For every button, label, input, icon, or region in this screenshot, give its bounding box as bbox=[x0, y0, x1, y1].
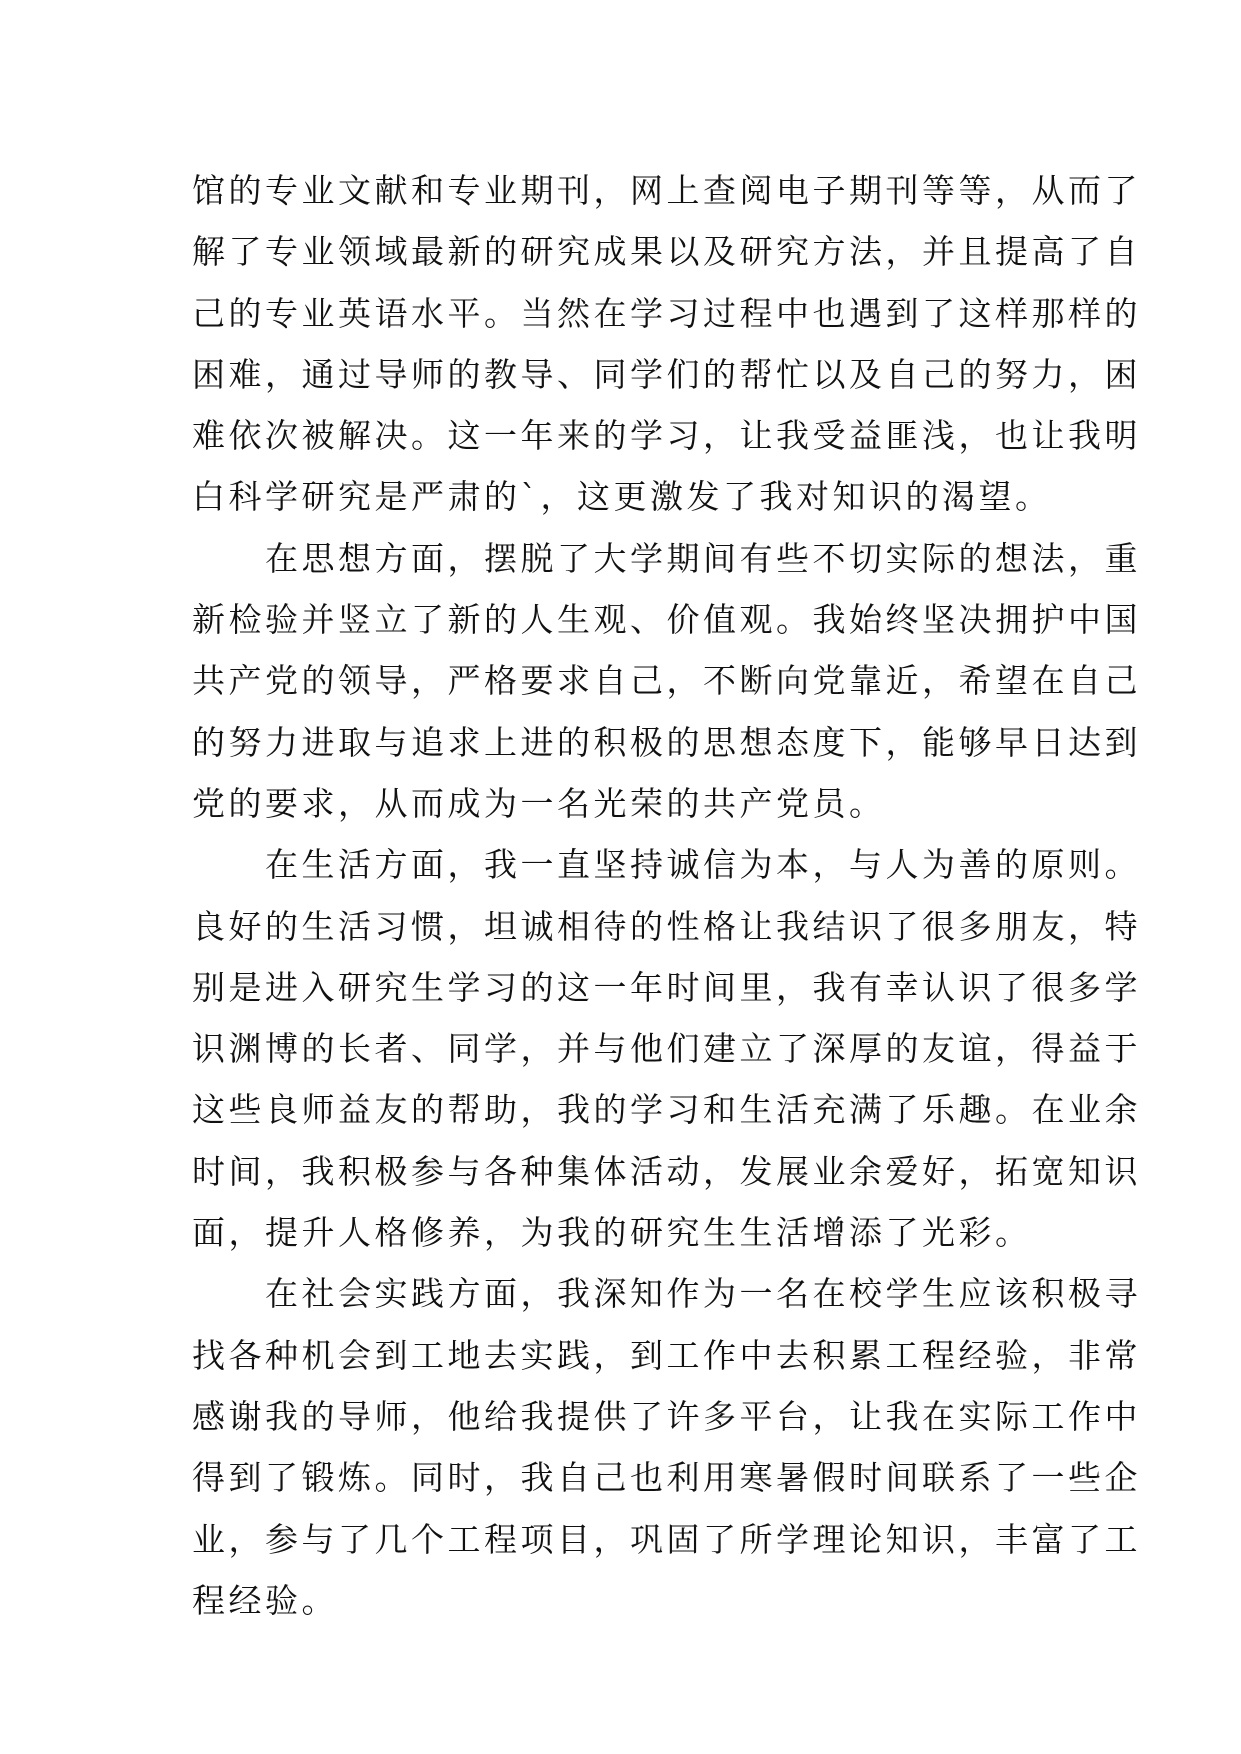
text-line: 新检验并竖立了新的人生观、价值观。我始终坚决拥护中国 bbox=[192, 600, 1141, 640]
text-line: 党的要求，从而成为一名光荣的共产党员。 bbox=[192, 783, 886, 823]
text-line: 馆的专业文献和专业期刊，网上查阅电子期刊等等，从而了 bbox=[192, 171, 1141, 210]
text-line: 找各种机会到工地去实践，到工作中去积累工程经验，非常 bbox=[192, 1335, 1141, 1375]
text-line: 己的专业英语水平。当然在学习过程中也遇到了这样那样的 bbox=[192, 293, 1141, 333]
text-line: 这些良师益友的帮助，我的学习和生活充满了乐趣。在业余 bbox=[192, 1090, 1141, 1130]
text-line: 白科学研究是严肃的`，这更激发了我对知识的渴望。 bbox=[192, 477, 1052, 517]
text-line: 识渊博的长者、同学，并与他们建立了深厚的友谊，得益于 bbox=[192, 1029, 1141, 1069]
text-line: 时间，我积极参与各种集体活动，发展业余爱好，拓宽知识 bbox=[192, 1151, 1141, 1191]
text-line: 别是进入研究生学习的这一年时间里，我有幸认识了很多学 bbox=[192, 967, 1141, 1007]
text-line: 在社会实践方面，我深知作为一名在校学生应该积极寻 bbox=[192, 1274, 1141, 1314]
text-line: 解了专业领域最新的研究成果以及研究方法，并且提高了自 bbox=[192, 232, 1141, 272]
text-line: 得到了锻炼。同时，我自己也利用寒暑假时间联系了一些企 bbox=[192, 1458, 1141, 1498]
text-line: 共产党的领导，严格要求自己，不断向党靠近，希望在自己 bbox=[192, 661, 1141, 701]
text-line: 困难，通过导师的教导、同学们的帮忙以及自己的努力，困 bbox=[192, 354, 1141, 394]
text-line: 业，参与了几个工程项目，巩固了所学理论知识，丰富了工 bbox=[192, 1519, 1141, 1559]
text-line: 在生活方面，我一直坚持诚信为本，与人为善的原则。 bbox=[192, 845, 1141, 885]
text-line: 的努力进取与追求上进的积极的思想态度下，能够早日达到 bbox=[192, 722, 1141, 762]
text-line: 难依次被解决。这一年来的学习，让我受益匪浅，也让我明 bbox=[192, 416, 1141, 456]
text-line: 程经验。 bbox=[192, 1580, 338, 1620]
text-line: 良好的生活习惯，坦诚相待的性格让我结识了很多朋友，特 bbox=[192, 906, 1141, 946]
text-line: 感谢我的导师，他给我提供了许多平台，让我在实际工作中 bbox=[192, 1396, 1141, 1436]
text-line: 面，提升人格修养，为我的研究生生活增添了光彩。 bbox=[192, 1213, 1032, 1253]
text-line: 在思想方面，摆脱了大学期间有些不切实际的想法，重 bbox=[192, 538, 1141, 578]
body-text bbox=[192, 160, 1141, 1631]
